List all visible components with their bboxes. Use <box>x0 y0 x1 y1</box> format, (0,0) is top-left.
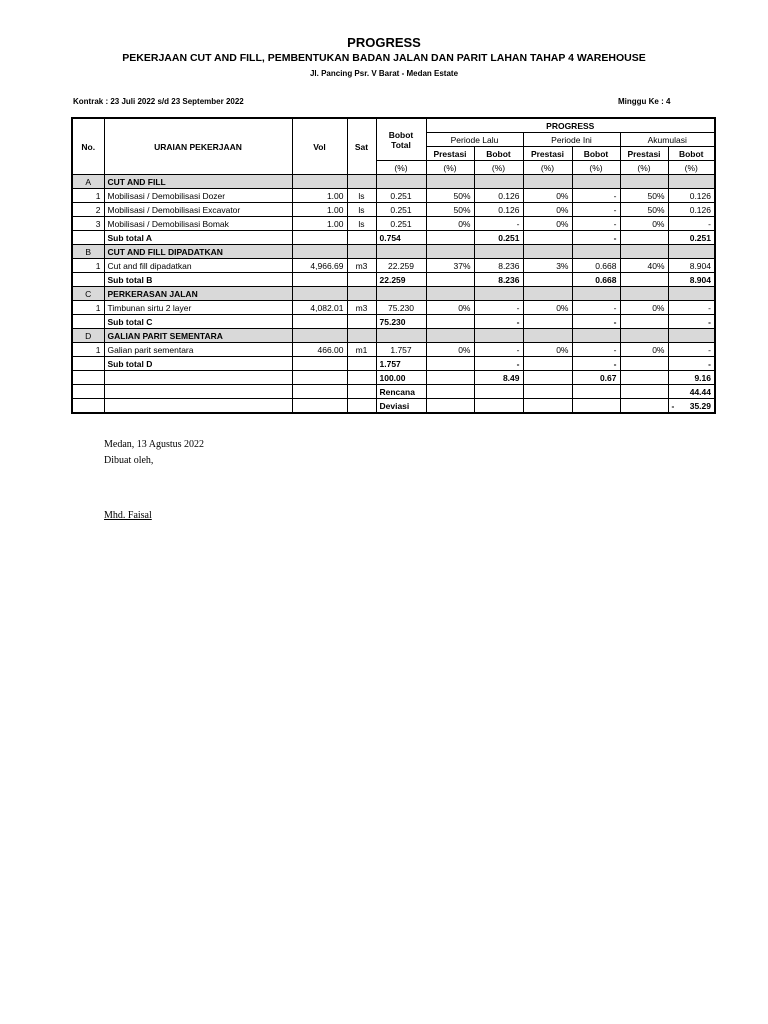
section-header-row <box>72 287 715 301</box>
empty-cell <box>347 399 376 414</box>
total-lalu-bobot: 8.49 <box>474 371 523 385</box>
item-lalu-bobot: 0.126 <box>474 189 523 203</box>
deviasi-label: Deviasi <box>376 399 426 414</box>
item-lalu-bobot: - <box>474 301 523 315</box>
rencana-row <box>72 385 715 399</box>
empty-cell <box>620 273 668 287</box>
empty-cell <box>523 175 572 189</box>
unit-pct: (%) <box>523 161 572 175</box>
col-uraian-header: URAIAN PEKERJAAN <box>104 118 292 175</box>
empty-cell <box>292 385 347 399</box>
subtotal-akumulasi-bobot: - <box>668 315 715 329</box>
subtotal-label: Sub total D <box>104 357 292 371</box>
deviasi-value-cell <box>668 399 715 414</box>
subtotal-row <box>72 231 715 245</box>
col-no-header: No. <box>72 118 104 175</box>
item-volume: 466.00 <box>292 343 347 357</box>
empty-cell <box>347 357 376 371</box>
empty-cell <box>347 245 376 259</box>
empty-cell <box>668 329 715 343</box>
item-bobot-total: 0.251 <box>376 217 426 231</box>
item-lalu-prestasi: 0% <box>426 343 474 357</box>
section-name: GALIAN PARIT SEMENTARA <box>104 329 292 343</box>
rencana-value: 44.44 <box>668 385 715 399</box>
section-code: B <box>72 245 104 259</box>
rencana-label: Rencana <box>376 385 426 399</box>
unit-pct: (%) <box>426 161 474 175</box>
empty-cell <box>474 245 523 259</box>
table-row <box>72 343 715 357</box>
empty-cell <box>292 231 347 245</box>
empty-cell <box>523 329 572 343</box>
item-unit: m1 <box>347 343 376 357</box>
section-name: CUT AND FILL <box>104 175 292 189</box>
item-ini-bobot: 0.668 <box>572 259 620 273</box>
unit-pct: (%) <box>620 161 668 175</box>
item-description: Galian parit sementara <box>104 343 292 357</box>
table-row <box>72 301 715 315</box>
empty-cell <box>426 357 474 371</box>
item-akumulasi-prestasi: 0% <box>620 301 668 315</box>
item-bobot-total: 1.757 <box>376 343 426 357</box>
empty-cell <box>292 273 347 287</box>
item-lalu-bobot: 8.236 <box>474 259 523 273</box>
item-lalu-bobot: - <box>474 217 523 231</box>
empty-cell <box>620 175 668 189</box>
total-ini-bobot: 0.67 <box>572 371 620 385</box>
item-lalu-prestasi: 0% <box>426 217 474 231</box>
section-header-row <box>72 175 715 189</box>
subtotal-lalu-bobot: 0.251 <box>474 231 523 245</box>
progress-table <box>71 117 716 414</box>
subtotal-bobot-total: 0.754 <box>376 231 426 245</box>
empty-cell <box>347 329 376 343</box>
table-row <box>72 203 715 217</box>
page-subtitle: PEKERJAAN CUT AND FILL, PEMBENTUKAN BADAN JALAN DAN PARIT LAHAN TAHAP 4 WAREHOUSE <box>122 52 646 64</box>
empty-cell <box>72 315 104 329</box>
empty-cell <box>72 357 104 371</box>
item-akumulasi-bobot: 0.126 <box>668 203 715 217</box>
deviasi-row <box>72 399 715 414</box>
item-unit: m3 <box>347 259 376 273</box>
subtotal-akumulasi-bobot: - <box>668 357 715 371</box>
section-code: A <box>72 175 104 189</box>
item-ini-bobot: - <box>572 189 620 203</box>
empty-cell <box>104 385 292 399</box>
empty-cell <box>426 273 474 287</box>
item-akumulasi-bobot: 0.126 <box>668 189 715 203</box>
unit-pct: (%) <box>668 161 715 175</box>
item-akumulasi-bobot: - <box>668 217 715 231</box>
contract-period: Kontrak : 23 Juli 2022 s/d 23 September 2022 <box>73 97 244 106</box>
col-periode-lalu-header: Periode Lalu <box>426 133 523 147</box>
empty-cell <box>620 329 668 343</box>
item-volume: 1.00 <box>292 217 347 231</box>
subtotal-label: Sub total C <box>104 315 292 329</box>
item-akumulasi-bobot: - <box>668 301 715 315</box>
empty-cell <box>426 371 474 385</box>
unit-pct: (%) <box>572 161 620 175</box>
empty-cell <box>620 399 668 414</box>
subtotal-bobot-total: 1.757 <box>376 357 426 371</box>
empty-cell <box>292 175 347 189</box>
section-code: D <box>72 329 104 343</box>
empty-cell <box>474 399 523 414</box>
subtotal-ini-bobot: - <box>572 315 620 329</box>
item-lalu-prestasi: 50% <box>426 189 474 203</box>
subtotal-akumulasi-bobot: 0.251 <box>668 231 715 245</box>
empty-cell <box>104 371 292 385</box>
empty-cell <box>523 315 572 329</box>
empty-cell <box>347 385 376 399</box>
empty-cell <box>426 175 474 189</box>
subtotal-bobot-total: 22.259 <box>376 273 426 287</box>
subtotal-ini-bobot: 0.668 <box>572 273 620 287</box>
item-lalu-prestasi: 37% <box>426 259 474 273</box>
item-akumulasi-prestasi: 50% <box>620 203 668 217</box>
empty-cell <box>347 287 376 301</box>
table-row <box>72 217 715 231</box>
item-description: Timbunan sirtu 2 layer <box>104 301 292 315</box>
page-title: PROGRESS <box>347 35 421 50</box>
empty-cell <box>376 245 426 259</box>
subtotal-row <box>72 315 715 329</box>
week-number: Minggu Ke : 4 <box>618 97 671 106</box>
empty-cell <box>523 357 572 371</box>
subtotal-row <box>72 357 715 371</box>
empty-cell <box>426 329 474 343</box>
item-volume: 1.00 <box>292 189 347 203</box>
item-ini-prestasi: 0% <box>523 301 572 315</box>
col-akumulasi-header: Akumulasi <box>620 133 715 147</box>
empty-cell <box>376 175 426 189</box>
empty-cell <box>474 329 523 343</box>
signature-name: Mhd. Faisal <box>104 510 152 521</box>
empty-cell <box>620 287 668 301</box>
item-no: 1 <box>72 259 104 273</box>
item-ini-bobot: - <box>572 203 620 217</box>
empty-cell <box>474 287 523 301</box>
empty-cell <box>104 399 292 414</box>
table-row <box>72 189 715 203</box>
empty-cell <box>347 231 376 245</box>
col-prestasi-header: Prestasi <box>620 147 668 161</box>
item-akumulasi-prestasi: 40% <box>620 259 668 273</box>
section-header-row <box>72 329 715 343</box>
item-unit: ls <box>347 203 376 217</box>
empty-cell <box>620 245 668 259</box>
section-header-row <box>72 245 715 259</box>
col-prestasi-header: Prestasi <box>523 147 572 161</box>
item-akumulasi-prestasi: 0% <box>620 217 668 231</box>
item-ini-bobot: - <box>572 343 620 357</box>
col-periode-ini-header: Periode Ini <box>523 133 620 147</box>
empty-cell <box>292 399 347 414</box>
empty-cell <box>426 245 474 259</box>
empty-cell <box>347 175 376 189</box>
empty-cell <box>426 399 474 414</box>
item-unit: ls <box>347 189 376 203</box>
item-no: 1 <box>72 189 104 203</box>
empty-cell <box>72 399 104 414</box>
item-bobot-total: 75.230 <box>376 301 426 315</box>
item-unit: m3 <box>347 301 376 315</box>
empty-cell <box>572 287 620 301</box>
item-akumulasi-bobot: - <box>668 343 715 357</box>
col-vol-header: Vol <box>292 118 347 175</box>
item-ini-bobot: - <box>572 301 620 315</box>
empty-cell <box>292 357 347 371</box>
empty-cell <box>292 371 347 385</box>
item-volume: 4,082.01 <box>292 301 347 315</box>
empty-cell <box>620 315 668 329</box>
total-akumulasi-bobot: 9.16 <box>668 371 715 385</box>
empty-cell <box>620 385 668 399</box>
subtotal-lalu-bobot: - <box>474 315 523 329</box>
empty-cell <box>347 315 376 329</box>
subtotal-lalu-bobot: 8.236 <box>474 273 523 287</box>
empty-cell <box>620 371 668 385</box>
empty-cell <box>72 385 104 399</box>
empty-cell <box>572 399 620 414</box>
item-no: 1 <box>72 301 104 315</box>
signature-role: Dibuat oleh, <box>104 455 154 466</box>
item-lalu-bobot: - <box>474 343 523 357</box>
total-row <box>72 371 715 385</box>
subtotal-ini-bobot: - <box>572 231 620 245</box>
empty-cell <box>523 231 572 245</box>
item-bobot-total: 0.251 <box>376 189 426 203</box>
empty-cell <box>572 385 620 399</box>
empty-cell <box>292 315 347 329</box>
col-bobot-sub-header: Bobot <box>474 147 523 161</box>
item-ini-bobot: - <box>572 217 620 231</box>
item-description: Cut and fill dipadatkan <box>104 259 292 273</box>
item-description: Mobilisasi / Demobilisasi Bomak <box>104 217 292 231</box>
empty-cell <box>668 245 715 259</box>
empty-cell <box>72 231 104 245</box>
empty-cell <box>376 329 426 343</box>
item-ini-prestasi: 0% <box>523 203 572 217</box>
item-unit: ls <box>347 217 376 231</box>
col-progress-header: PROGRESS <box>426 118 715 133</box>
subtotal-bobot-total: 75.230 <box>376 315 426 329</box>
item-lalu-prestasi: 50% <box>426 203 474 217</box>
col-prestasi-header: Prestasi <box>426 147 474 161</box>
empty-cell <box>474 385 523 399</box>
empty-cell <box>292 245 347 259</box>
empty-cell <box>72 273 104 287</box>
empty-cell <box>523 287 572 301</box>
unit-pct: (%) <box>376 161 426 175</box>
section-code: C <box>72 287 104 301</box>
item-no: 3 <box>72 217 104 231</box>
item-bobot-total: 0.251 <box>376 203 426 217</box>
item-akumulasi-bobot: 8.904 <box>668 259 715 273</box>
empty-cell <box>620 357 668 371</box>
section-name: PERKERASAN JALAN <box>104 287 292 301</box>
item-lalu-bobot: 0.126 <box>474 203 523 217</box>
empty-cell <box>426 231 474 245</box>
empty-cell <box>426 385 474 399</box>
table-row <box>72 259 715 273</box>
item-no: 2 <box>72 203 104 217</box>
item-lalu-prestasi: 0% <box>426 301 474 315</box>
empty-cell <box>523 399 572 414</box>
item-bobot-total: 22.259 <box>376 259 426 273</box>
empty-cell <box>572 245 620 259</box>
empty-cell <box>572 175 620 189</box>
empty-cell <box>72 371 104 385</box>
signature-date: Medan, 13 Agustus 2022 <box>104 439 204 450</box>
empty-cell <box>376 287 426 301</box>
empty-cell <box>572 329 620 343</box>
subtotal-akumulasi-bobot: 8.904 <box>668 273 715 287</box>
col-bobot-header: Bobot Total <box>376 118 426 161</box>
section-name: CUT AND FILL DIPADATKAN <box>104 245 292 259</box>
subtotal-lalu-bobot: - <box>474 357 523 371</box>
item-ini-prestasi: 3% <box>523 259 572 273</box>
empty-cell <box>523 371 572 385</box>
deviasi-sign: - <box>671 400 675 411</box>
empty-cell <box>523 245 572 259</box>
empty-cell <box>474 175 523 189</box>
col-bobot-sub-header: Bobot <box>572 147 620 161</box>
empty-cell <box>523 273 572 287</box>
subtotal-row <box>72 273 715 287</box>
item-volume: 4,966.69 <box>292 259 347 273</box>
subtotal-label: Sub total A <box>104 231 292 245</box>
unit-pct: (%) <box>474 161 523 175</box>
empty-cell <box>523 385 572 399</box>
project-location: Jl. Pancing Psr. V Barat - Medan Estate <box>309 69 459 78</box>
subtotal-ini-bobot: - <box>572 357 620 371</box>
col-sat-header: Sat <box>347 118 376 175</box>
empty-cell <box>292 329 347 343</box>
empty-cell <box>668 287 715 301</box>
item-volume: 1.00 <box>292 203 347 217</box>
item-description: Mobilisasi / Demobilisasi Excavator <box>104 203 292 217</box>
total-bobot: 100.00 <box>376 371 426 385</box>
item-ini-prestasi: 0% <box>523 189 572 203</box>
item-akumulasi-prestasi: 0% <box>620 343 668 357</box>
item-no: 1 <box>72 343 104 357</box>
deviasi-value: 35.29 <box>689 400 711 411</box>
col-bobot-sub-header: Bobot <box>668 147 715 161</box>
empty-cell <box>292 287 347 301</box>
empty-cell <box>620 231 668 245</box>
empty-cell <box>347 371 376 385</box>
item-akumulasi-prestasi: 50% <box>620 189 668 203</box>
item-ini-prestasi: 0% <box>523 343 572 357</box>
item-description: Mobilisasi / Demobilisasi Dozer <box>104 189 292 203</box>
empty-cell <box>668 175 715 189</box>
subtotal-label: Sub total B <box>104 273 292 287</box>
item-ini-prestasi: 0% <box>523 217 572 231</box>
empty-cell <box>347 273 376 287</box>
empty-cell <box>426 315 474 329</box>
empty-cell <box>426 287 474 301</box>
